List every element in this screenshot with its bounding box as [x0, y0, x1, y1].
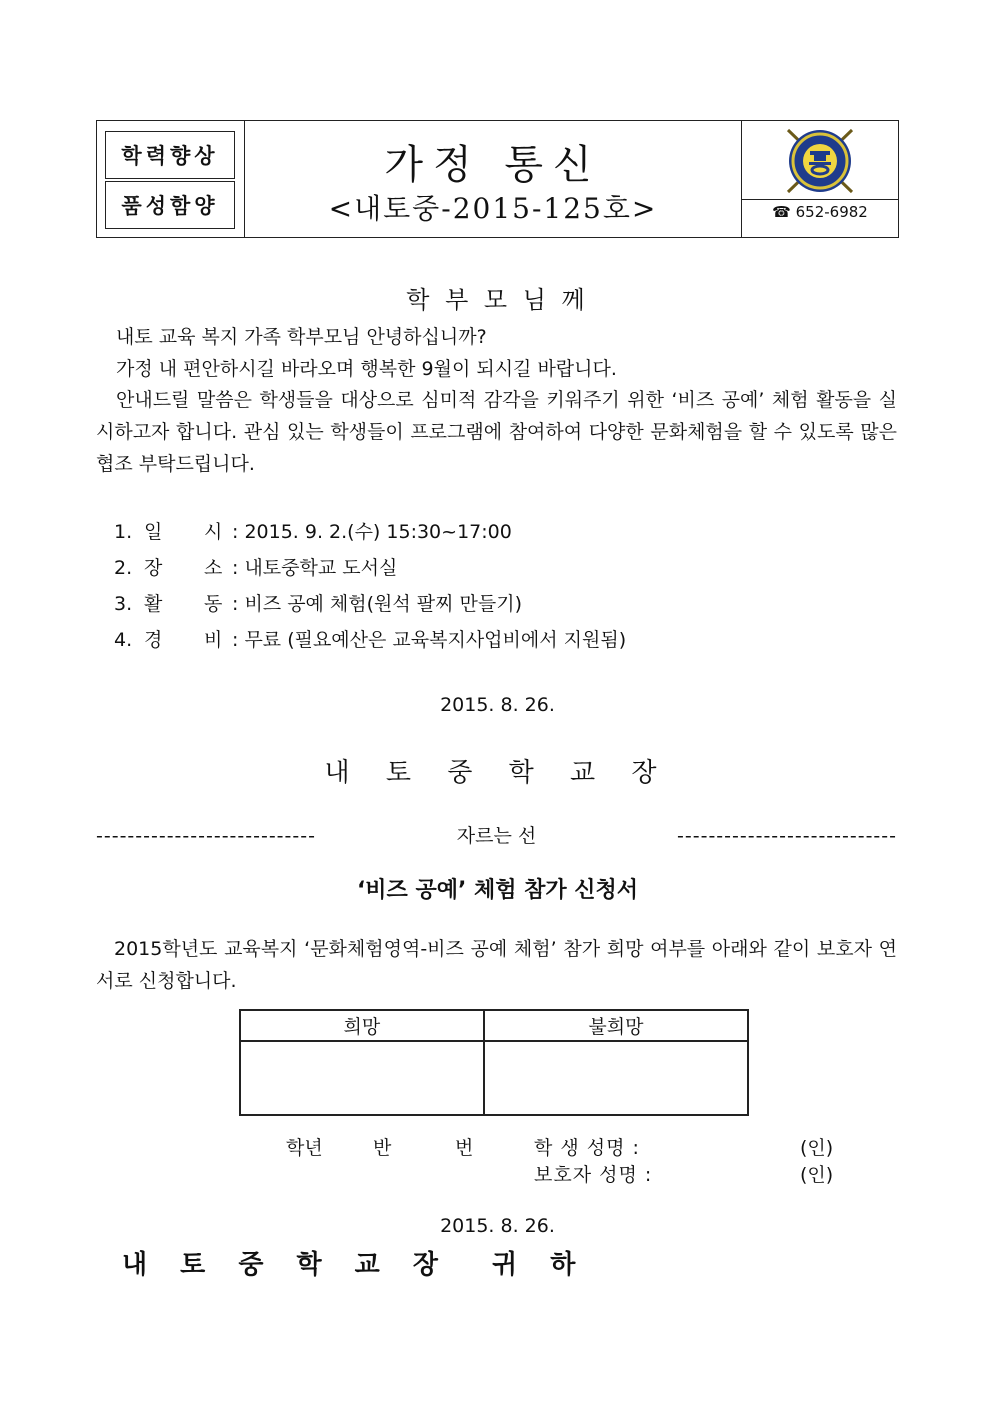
col-header-yes: 희망	[240, 1010, 484, 1041]
telephone-icon: ☎	[772, 203, 791, 221]
col-header-no: 불희망	[484, 1010, 748, 1041]
parent-seal: (인)	[800, 1164, 834, 1186]
choice-cell-no[interactable]	[484, 1041, 748, 1115]
paragraph-2: 가정 내 편안하시길 바라오며 행복한 9월이 되시길 바랍니다.	[116, 358, 617, 380]
student-seal: (인)	[800, 1137, 834, 1159]
grade-label: 학년	[286, 1137, 323, 1159]
choice-cell-yes[interactable]	[240, 1041, 484, 1115]
paragraph-1: 내토 교육 복지 가족 학부모님 안녕하십니까?	[116, 326, 487, 348]
number-label: 번	[455, 1137, 474, 1159]
cut-line	[96, 820, 897, 853]
emblem-panel	[741, 121, 898, 237]
parent-name-label: 보호자 성명 :	[534, 1164, 653, 1186]
motto-character: 품성함양	[105, 181, 235, 229]
phone-number: 652-6982	[795, 203, 868, 221]
cut-dashes-left: ----------------------------	[96, 825, 316, 847]
greeting: 학 부 모 님 께	[406, 286, 589, 314]
class-label: 반	[373, 1137, 392, 1159]
motto-panel	[97, 121, 245, 237]
page-title: 가정 통신	[384, 142, 602, 188]
issue-date: 2015. 8. 26.	[440, 694, 555, 716]
phone-line	[742, 203, 898, 221]
header-box	[96, 120, 899, 238]
motto-academic: 학력향상	[105, 131, 235, 179]
form-title: ‘비즈 공예’ 체험 참가 신청서	[356, 878, 639, 903]
student-name-label: 학 생 성명 :	[534, 1137, 640, 1159]
school-emblem-icon	[780, 124, 860, 198]
form-intro: 2015학년도 교육복지 ‘문화체험영역-비즈 공예 체험’ 참가 희망 여부를 아래와 같이 보호자 연서로 신청합니다.	[96, 938, 897, 992]
form-addressee: 내 토 중 학 교 장 귀 하	[122, 1250, 588, 1280]
principal-signature: 내 토 중 학 교 장	[324, 758, 671, 788]
paragraph-3: 안내드릴 말씀은 학생들을 대상으로 심미적 감각을 키워주기 위한 ‘비즈 공예’ 체험 활동을 실시하고자 합니다. 관심 있는 학생들이 프로그램에 참여하여 다양한 문화체험을 할 수 있도록 많은 협조 부탁드립니다.	[96, 389, 897, 475]
cut-dashes-right: ----------------------------	[677, 825, 897, 847]
cut-label: 자르는 선	[456, 825, 537, 847]
issue-number: <내토중-2015-125호>	[328, 192, 658, 225]
form-date: 2015. 8. 26.	[440, 1215, 555, 1237]
choice-table	[239, 1009, 749, 1116]
emblem-divider	[742, 199, 898, 200]
